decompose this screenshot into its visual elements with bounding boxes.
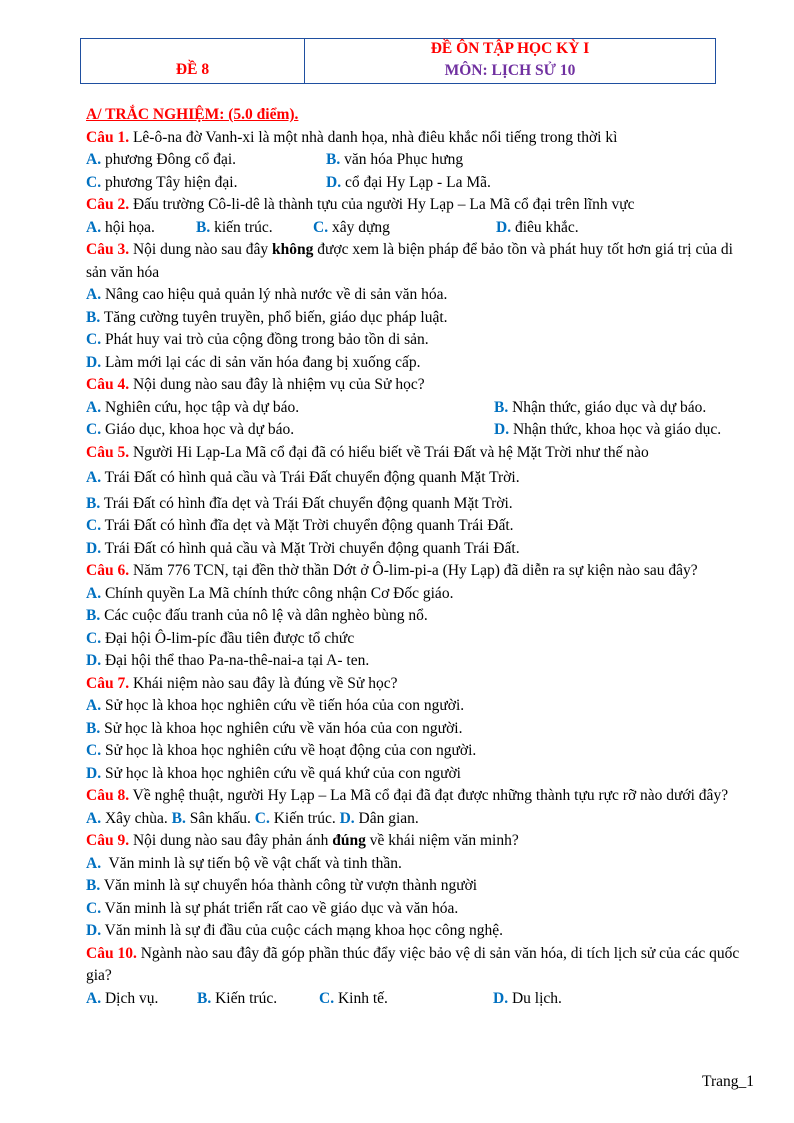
option-c: C. Sử học là khoa học nghiên cứu về hoạt động của con người. [86,742,477,759]
option-a: A. Dịch vụ. [86,989,159,1007]
question-number: Câu 4. [86,376,130,393]
option-b: B. Văn minh là sự chuyển hóa thành công từ vượn thành người [86,877,478,894]
question-7 [86,673,756,696]
option-d: D. Du lịch. [493,989,562,1007]
question-6 [86,560,751,583]
option-b: B. Sân khấu. [171,809,255,827]
emphasis: đúng [332,832,366,849]
option-a: A. Sử học là khoa học nghiên cứu về tiến hóa của con người. [86,697,465,714]
emphasis: không [272,241,314,258]
option-c: C. Văn minh là sự phát triển rất cao về giáo dục và văn hóa. [86,899,459,917]
option-c: C. Đại hội Ô-lim-píc đầu tiên được tổ chức [86,629,355,647]
question-number: Câu 9. [86,832,130,849]
question-5 [86,442,756,465]
question-10 [86,943,756,988]
option-b: B. Sử học là khoa học nghiên cứu về văn hóa của con người. [86,719,463,737]
question-number: Câu 6. [86,562,130,579]
option-b: B. Trái Đất có hình đĩa dẹt và Trái Đất chuyển động quanh Mặt Trời. [86,494,513,512]
option-a: A. Nâng cao hiệu quả quản lý nhà nước về di sản văn hóa. [86,286,448,303]
question-text: Về nghệ thuật, người Hy Lạp – La Mã cổ đại đã đạt được những thành tựu rực rỡ nào dưới đây? [129,787,729,804]
option-b: B. văn hóa Phục hưng [326,151,464,168]
option-b: B. Tăng cường tuyên truyền, phổ biến, giáo dục pháp luật. [86,308,448,326]
exam-subject: MÔN: LỊCH SỬ 10 [444,62,576,79]
option-d: D. Sử học là khoa học nghiên cứu về quá khứ của con người [86,764,461,782]
option-d: D. Đại hội thể thao Pa-na-thê-nai-a tại A- ten. [86,652,370,669]
question-3: Câu 3. Nội dung nào sau đây không được xem là biện pháp để bảo tồn và phát huy tốt hơn giá trị của di sản văn hóa [86,241,733,281]
header-table [80,38,716,84]
option-b: B. Kiến trúc. [197,989,278,1007]
question-number: Câu 2. [86,196,130,213]
option-b: B. Các cuộc đấu tranh của nô lệ và dân nghèo bùng nổ. [86,607,428,624]
header-right-cell [305,39,715,83]
options-row [86,419,756,442]
option-c: C. phương Tây hiện đại. [86,173,238,191]
option-c: C. Giáo dục, khoa học và dự báo. [86,421,295,438]
option-a: A. phương Đông cổ đại. [86,151,237,168]
question-text: Người Hi Lạp-La Mã cổ đại đã có hiểu biết về Trái Đất và hệ Mặt Trời như thế nào [129,443,649,461]
question-text: Nội dung nào sau đây là nhiệm vụ của Sử học? [129,376,425,393]
question-number: Câu 7. [86,674,130,692]
option-d: D. Làm mới lại các di sản văn hóa đang bị xuống cấp. [86,353,421,371]
question-text: Đấu trường Cô-li-dê là thành tựu của người Hy Lạp – La Mã cổ đại trên lĩnh vực [129,196,635,213]
option-d: D. Dân gian. [339,809,419,827]
option-b: B. Nhận thức, giáo dục và dự báo. [494,398,707,416]
options-row [86,172,756,195]
options-row [86,397,756,420]
exam-number: ĐỀ 8 [175,61,210,78]
options-row [86,808,756,831]
exam-title: ĐỀ ÔN TẬP HỌC KỲ I [430,40,590,57]
question-number: Câu 3. [86,241,130,258]
question-number: Câu 8. [86,787,130,804]
option-a: A. hội họa. [86,218,155,236]
option-a: A. Chính quyền La Mã chính thức công nhận Cơ Đốc giáo. [86,584,454,602]
question-text: Lê-ô-na đờ Vanh-xi là một nhà danh họa, nhà điêu khắc nổi tiếng trong thời kì [129,128,618,146]
option-a: A. Trái Đất có hình quả cầu và Trái Đất chuyển động quanh Mặt Trời. [86,469,520,486]
option-c: C. Kinh tế. [319,989,388,1007]
exam-content [86,104,756,1010]
question-number: Câu 5. [86,443,130,461]
question-number: Câu 10. [86,944,137,962]
option-d: D. cổ đại Hy Lạp - La Mã. [326,173,491,191]
question-4 [86,374,756,397]
option-a: A. Văn minh là sự tiến bộ về vật chất và tinh thần. [86,854,402,872]
question-1 [86,127,756,150]
question-8 [86,785,751,808]
section-title: A/ TRẮC NGHIỆM: (5.0 điểm). [86,106,299,123]
page-number: Trang_1 [702,1073,754,1090]
options-row [86,217,756,240]
option-d: D. điêu khắc. [496,218,579,236]
option-c: C. xây dựng [313,218,390,236]
question-text: Khái niệm nào sau đây là đúng về Sử học? [129,674,398,692]
question-2 [86,194,756,217]
option-c: C. Phát huy vai trò của cộng đồng trong bảo tồn di sản. [86,331,429,348]
option-c: C. Trái Đất có hình đĩa dẹt và Mặt Trời chuyển động quanh Trái Đất. [86,517,514,534]
option-d: D. Trái Đất có hình quả cầu và Mặt Trời chuyển động quanh Trái Đất. [86,539,520,557]
options-row [86,149,756,172]
option-d: D. Nhận thức, khoa học và giáo dục. [494,421,722,438]
option-c: C. Kiến trúc. [254,809,340,827]
question-number: Câu 1. [86,128,130,146]
option-b: B. kiến trúc. [196,218,273,236]
question-text: Ngành nào sau đây đã góp phần thúc đẩy việc bảo vệ di sản văn hóa, di tích lịch sử của các quốc gia? [86,944,740,984]
question-text: Năm 776 TCN, tại đền thờ thần Dớt ở Ô-lim-pi-a (Hy Lạp) đã diễn ra sự kiện nào sau đây? [129,562,698,579]
header-left-cell [81,39,305,83]
option-a: A. Xây chùa. [86,809,172,827]
question-9: Câu 9. Nội dung nào sau đây phản ánh đúng về khái niệm văn minh? [86,832,519,849]
option-a: A. Nghiên cứu, học tập và dự báo. [86,398,300,416]
options-row [86,988,756,1011]
option-d: D. Văn minh là sự đi đầu của cuộc cách mạng khoa học công nghệ. [86,922,504,939]
